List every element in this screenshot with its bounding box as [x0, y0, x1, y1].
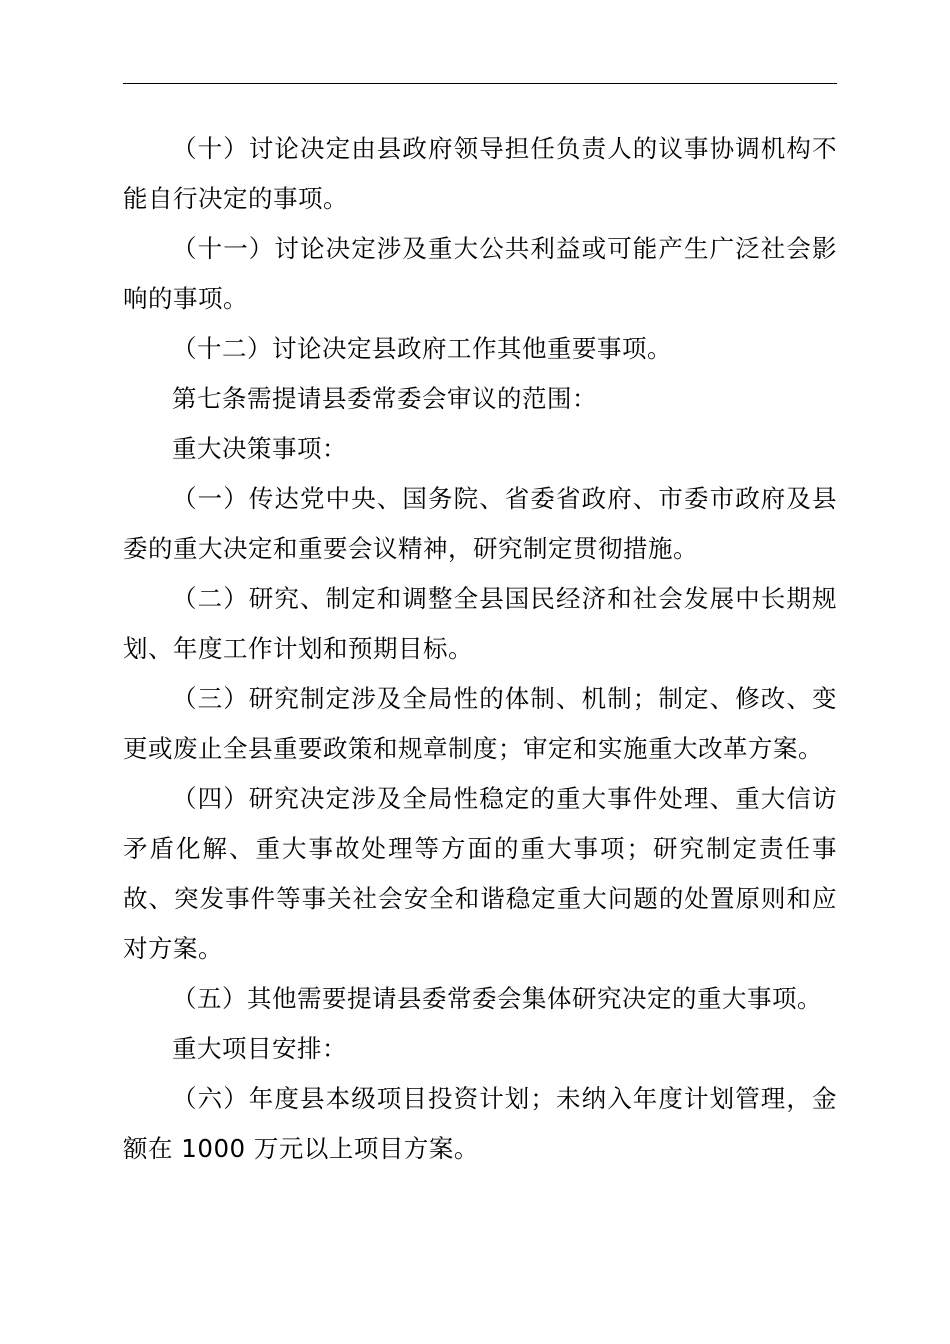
- document-body: [123, 124, 837, 1174]
- paragraph: （二）研究、制定和调整全县国民经济和社会发展中长期规划、年度工作计划和预期目标。: [123, 584, 837, 663]
- paragraph: （五）其他需要提请县委常委会集体研究决定的重大事项。: [172, 984, 822, 1013]
- section-heading: 重大项目安排：: [172, 1034, 347, 1063]
- paragraph: （十二）讨论决定县政府工作其他重要事项。: [172, 334, 672, 363]
- section-heading: 重大决策事项：: [172, 434, 347, 463]
- paragraph: （十一）讨论决定涉及重大公共利益或可能产生广泛社会影响的事项。: [123, 234, 837, 313]
- paragraph: （一）传达党中央、国务院、省委省政府、市委市政府及县委的重大决定和重要会议精神，研究制定贯彻措施。: [123, 484, 837, 563]
- paragraph: （十）讨论决定由县政府领导担任负责人的议事协调机构不能自行决定的事项。: [123, 134, 837, 213]
- paragraph: （四）研究决定涉及全局性稳定的重大事件处理、重大信访矛盾化解、重大事故处理等方面的重大事项；研究制定责任事故、突发事件等事关社会安全和谐稳定重大问题的处置原则和应对方案。: [123, 784, 837, 963]
- header-rule: [123, 83, 837, 84]
- paragraph: （三）研究制定涉及全局性的体制、机制；制定、修改、变更或废止全县重要政策和规章制度；审定和实施重大改革方案。: [123, 684, 837, 763]
- paragraph: （六）年度县本级项目投资计划；未纳入年度计划管理，金额在 1000 万元以上项目方案。: [123, 1084, 837, 1163]
- article-heading: 第七条需提请县委常委会审议的范围：: [172, 384, 597, 413]
